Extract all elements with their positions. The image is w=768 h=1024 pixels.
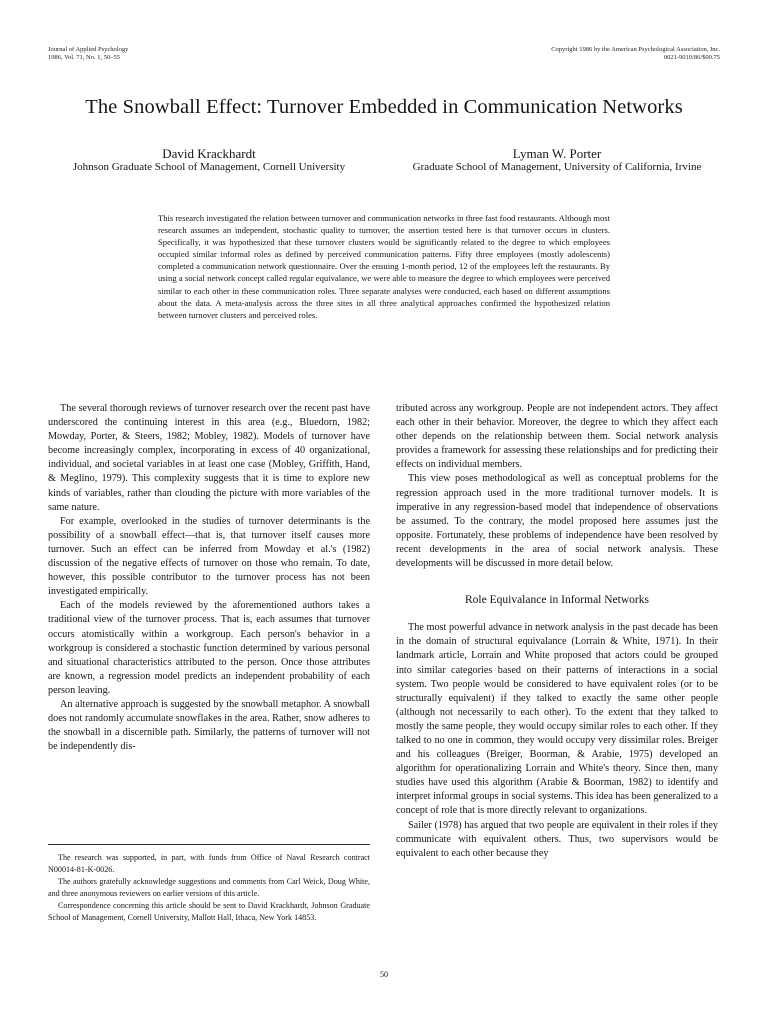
body-column-right <box>396 402 718 861</box>
journal-name: Journal of Applied Psychology <box>48 46 129 53</box>
body-paragraph: tributed across any workgroup. People are not independent actors. They affect each other in their behavior. Moreover, the degree to which they affect each other depends on the relationship between them. Social network analysis provides a framework for assessing these relationships and for predicting their effects on individual members. <box>396 403 718 471</box>
author-block-1 <box>48 146 370 174</box>
page-number: 50 <box>380 970 388 979</box>
footnote-divider <box>48 844 370 845</box>
author-name: David Krackhardt <box>162 146 256 161</box>
copyright-notice <box>551 46 720 62</box>
author-affiliation: Graduate School of Management, University of California, Irvine <box>412 161 702 173</box>
section-heading: Role Equivalance in Informal Networks <box>465 594 649 607</box>
body-column-left <box>48 402 370 754</box>
journal-citation <box>48 46 128 62</box>
copyright-text: Copyright 1986 by the American Psychological Association, Inc. <box>551 46 720 53</box>
body-paragraph: The most powerful advance in network analysis in the past decade has been in the domain of structural equivalance (Lorrain & White, 1971). In their landmark article, Lorrain and White proposed that actors could be grouped into similar categories based on their patterns of interactions in a social system. Two people would be considered to have equivalent roles (or to be structurally equivalent) if they talked to exactly the same other people (although not necessarily to each other). To the extent that they talked to mostly the same people, they would occupy similar roles to each other. If they talked to no one in common, they would occupy very dissimilar roles. Breiger and his colleagues (Breiger, Boorman, & Arabie, 1975) developed an algorithm for operationalizing Lorrain and White's theory. Since then, many studies have used this algorithm (Arabie & Boorman, 1982) to identify and interpret informal groups in social systems. This idea has been generalized to a concept of role that is more directly relevant to organizations. <box>396 622 718 817</box>
body-paragraph: For example, overlooked in the studies of turnover determinants is the possibility of a snowball effect—that is, that turnover itself causes more turnover. Such an effect can be inferred from Mowday et al.'s (1982) discussion of the negative effects of turnover on those who remain. To date, however, this possible contributor to the turnover process has not been investigated empirically. <box>48 515 370 598</box>
author-affiliation: Johnson Graduate School of Management, Cornell University <box>72 161 346 173</box>
body-paragraph: Each of the models reviewed by the aforementioned authors takes a traditional view of the turnover process. That is, each assumes that turnover occurs atomistically within a workgroup. Each person's behavior in a workgroup is considered a stochastic function determined by various personal and situational characteristics attributed to the person. Once those attributes are known, a regression model predicts an independent probability of each person leaving. <box>48 600 370 696</box>
article-title: The Snowball Effect: Turnover Embedded in Communication Networks <box>85 96 683 118</box>
footnotes <box>48 852 370 923</box>
footnote-funding: The research was supported, in part, with funds from Office of Naval Research contract N00014-81-K-0026. <box>48 853 370 874</box>
body-paragraph: An alternative approach is suggested by the snowball metaphor. A snowball does not randomly accumulate snowflakes in the area. Rather, snow adheres to the snowball in a discernible path. Similarly, the patterns of turnover will not be independently dis- <box>48 698 370 753</box>
body-paragraph: The several thorough reviews of turnover research over the recent past have underscored the continuing interest in this area (e.g., Bluedorn, 1982; Mowday, Porter, & Steers, 1982; Mobley, 1982). Models of turnover have become increasingly complex, incorporating in excess of 40 organizational, individual, and societal variables in at least one case (Mobley, Griffith, Hand, & Meglino, 1979). This complexity suggests that it is time to explore new kinds of variables, rather than clouding the picture with more variables of the same nature. <box>48 403 370 513</box>
author-name: Lyman W. Porter <box>512 146 602 161</box>
issn-price: 0021-9010/86/$00.75 <box>663 54 720 61</box>
journal-volume: 1986, Vol. 71, No. 1, 50–55 <box>48 54 120 61</box>
author-block-2 <box>394 146 720 174</box>
footnote-acknowledgments: The authors gratefully acknowledge suggestions and comments from Carl Weick, Doug White, and three anonymous reviewers on earlier versions of this article. <box>48 876 370 898</box>
footnote-correspondence: Correspondence concerning this article should be sent to David Krackhardt, Johnson Graduate School of Management, Cornell University, Mallott Hall, Ithaca, New York 14853. <box>48 900 370 922</box>
abstract: This research investigated the relation between turnover and communication networks in three fast food restaurants. Although most research assumes an independent, stochastic quality to turnover, the assertion tested here is that turnover occurs in clusters. Specifically, it was hypothesized that these turnover clusters would be significantly related to the degree to which employees occupied similar informal roles as defined by perceived communication patterns. Fifty three employees (mostly adolescents) completed a communication network questionnaire. Over the ensuing 1-month period, 12 of the employees left the restaurants. By using a social network concept called regular equivalance, we were able to measure the degree to which employees were perceived similar to each other in these communication roles. Three separate analyses were conducted, each based on different assumptions about the data. A meta-analysis across the three sites in all three analytical approaches confirmed the hypothesized relation between turnover clusters and perceived roles. <box>158 213 610 320</box>
body-paragraph: Sailer (1978) has argued that two people are equivalent in their roles if they communicate with equivalent others. Thus, two supervisors would be equivalent to each other because they <box>396 819 718 859</box>
body-paragraph: This view poses methodological as well as conceptual problems for the regression approach used in the more traditional turnover models. It is imperative in any regression-based model that independence of observations be assumed. To the contrary, the model proposed here assumes just the opposite. Fortunately, these problems of independence have been resolved by recent developments in the area of social network analysis. These developments will be discussed in more detail below. <box>396 473 718 570</box>
